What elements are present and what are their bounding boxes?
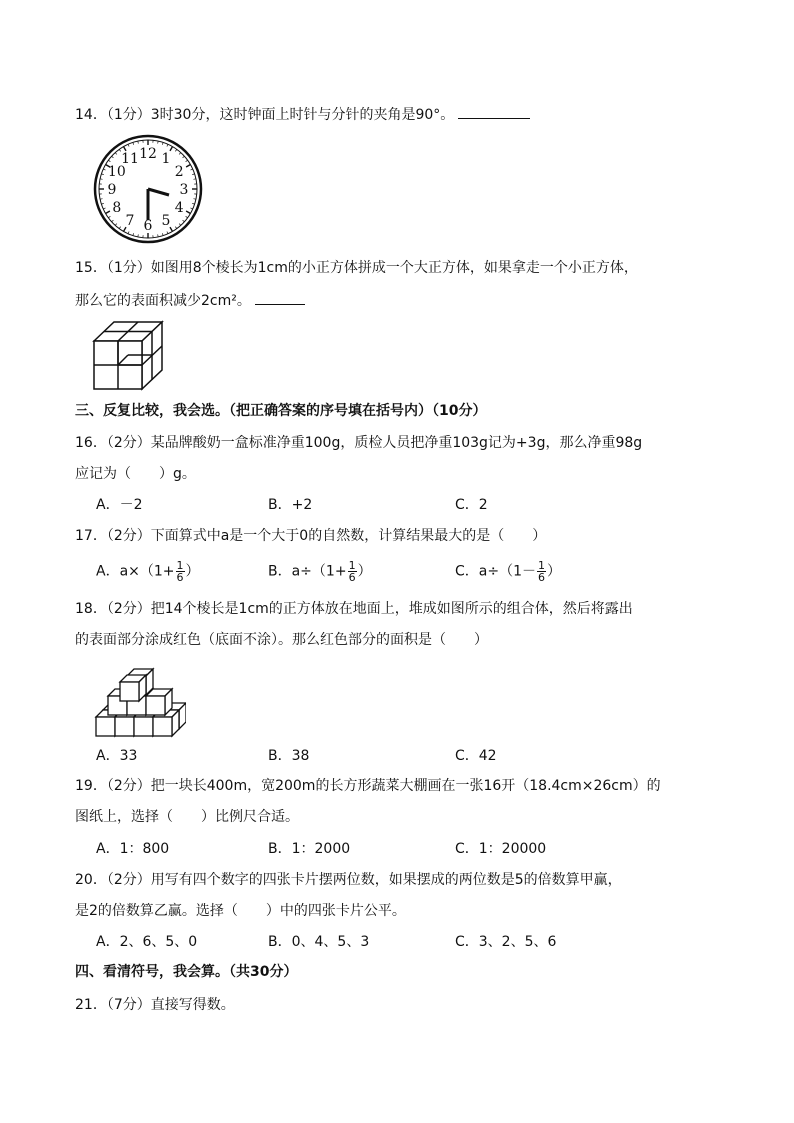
q18-option-a[interactable]: A．33 bbox=[96, 748, 138, 764]
q16-option-c[interactable]: C．2 bbox=[455, 497, 488, 513]
q20-line1: 20．（2分）用写有四个数字的四张卡片摆两位数，如果摆成的两位数是5的倍数算甲赢， bbox=[75, 872, 622, 888]
clock-number: 11 bbox=[121, 150, 139, 167]
fraction-denominator: 6 bbox=[538, 571, 545, 584]
stacked-cubes-figure bbox=[94, 660, 186, 738]
q14-statement: 14．（1分）3时30分，这时钟面上时针与分针的夹角是90°。 bbox=[75, 107, 455, 123]
q18-option-c[interactable]: C．42 bbox=[455, 748, 497, 764]
q18-line1: 18．（2分）把14个棱长是1cm的正方体放在地面上，堆成如图所示的组合体，然后将露出 bbox=[75, 601, 633, 617]
cube-figure-q15 bbox=[92, 320, 164, 392]
q16-line1: 16．（2分）某品牌酸奶一盒标准净重100g，质检人员把净重103g记为+3g，那么净重98g bbox=[75, 435, 643, 451]
q17-option-a[interactable] bbox=[96, 560, 200, 583]
cube-front bbox=[96, 717, 115, 736]
fraction-one-sixth bbox=[348, 560, 357, 583]
q15-answer-blank[interactable] bbox=[255, 290, 305, 305]
fraction-denominator: 6 bbox=[348, 571, 356, 584]
q14-answer-blank[interactable] bbox=[458, 104, 530, 119]
q19-option-c[interactable]: C．1：20000 bbox=[455, 841, 547, 857]
fraction-one-sixth bbox=[176, 560, 185, 583]
q16-line2: 应记为（ ）g。 bbox=[75, 466, 196, 482]
cube-front bbox=[153, 717, 172, 736]
fraction-one-sixth bbox=[537, 560, 546, 583]
cube-front bbox=[134, 717, 153, 736]
clock-figure bbox=[92, 134, 204, 244]
q20-option-c[interactable]: C．3、2、5、6 bbox=[455, 934, 557, 950]
q18-line2: 的表面部分涂成红色（底面不涂）。那么红色部分的面积是（ ） bbox=[75, 632, 488, 648]
cube-front bbox=[120, 682, 139, 701]
q21-text: 21．（7分）直接写得数。 bbox=[75, 997, 235, 1013]
q14-text bbox=[75, 104, 530, 125]
clock-number: 8 bbox=[112, 200, 122, 216]
q17-option-c[interactable] bbox=[455, 560, 561, 583]
q20-option-a[interactable]: A．2、6、5、0 bbox=[96, 934, 198, 950]
clock-number: 4 bbox=[174, 200, 184, 216]
clock-number: 10 bbox=[107, 164, 126, 180]
fraction-numerator: 1 bbox=[176, 559, 184, 572]
fraction-numerator: 1 bbox=[348, 559, 356, 572]
q20-line2: 是2的倍数算乙赢。选择（ ）中的四张卡片公平。 bbox=[75, 903, 406, 919]
q17-option-c-close: ） bbox=[547, 563, 561, 580]
q15-line1: 15．（1分）如图用8个棱长为1cm的小正方体拼成一个大正方体，如果拿走一个小正方体， bbox=[75, 260, 638, 276]
clock-number: 7 bbox=[125, 213, 135, 230]
q20-option-b[interactable]: B．0、4、5、3 bbox=[268, 934, 370, 950]
q17-option-b-text: B．a÷（1+ bbox=[268, 563, 347, 580]
clock-number: 9 bbox=[107, 182, 117, 198]
fraction-denominator: 6 bbox=[176, 571, 184, 584]
q17-text: 17．（2分）下面算式中a是一个大于0的自然数，计算结果最大的是（ ） bbox=[75, 528, 547, 544]
clock-number: 12 bbox=[139, 146, 157, 162]
clock-number: 3 bbox=[179, 182, 189, 198]
q16-option-b[interactable]: B．+2 bbox=[268, 497, 313, 513]
section3-title: 三、反复比较，我会选。（把正确答案的序号填在括号内）（10分） bbox=[75, 403, 487, 419]
q15-line2 bbox=[75, 290, 305, 311]
section4-title: 四、看清符号，我会算。（共30分） bbox=[75, 964, 298, 980]
q19-option-b[interactable]: B．1：2000 bbox=[268, 841, 351, 857]
q19-line1: 19．（2分）把一块长400m，宽200m的长方形蔬菜大棚画在一张16开（18.4cm×26cm）的 bbox=[75, 778, 661, 794]
cube-front bbox=[146, 696, 165, 715]
clock-number: 5 bbox=[161, 213, 171, 230]
q17-option-c-text: C．a÷（1－ bbox=[455, 563, 536, 580]
q17-option-a-close: ） bbox=[185, 563, 200, 580]
fraction-numerator: 1 bbox=[538, 559, 545, 572]
q19-line2: 图纸上，选择（ ）比例尺合适。 bbox=[75, 809, 299, 825]
cube-front bbox=[115, 717, 134, 736]
q19-option-a[interactable]: A．1：800 bbox=[96, 841, 170, 857]
q18-option-b[interactable]: B．38 bbox=[268, 748, 310, 764]
q15-statement: 那么它的表面积减少2cm²。 bbox=[75, 293, 251, 309]
clock-number: 1 bbox=[161, 150, 171, 167]
q17-option-a-text: A．a×（1+ bbox=[96, 563, 175, 580]
q16-option-a[interactable]: A．－2 bbox=[96, 497, 143, 513]
q17-option-b-close: ） bbox=[357, 563, 372, 580]
q17-option-b[interactable] bbox=[268, 560, 372, 583]
clock-number: 2 bbox=[174, 164, 184, 180]
clock-number: 6 bbox=[143, 218, 153, 234]
